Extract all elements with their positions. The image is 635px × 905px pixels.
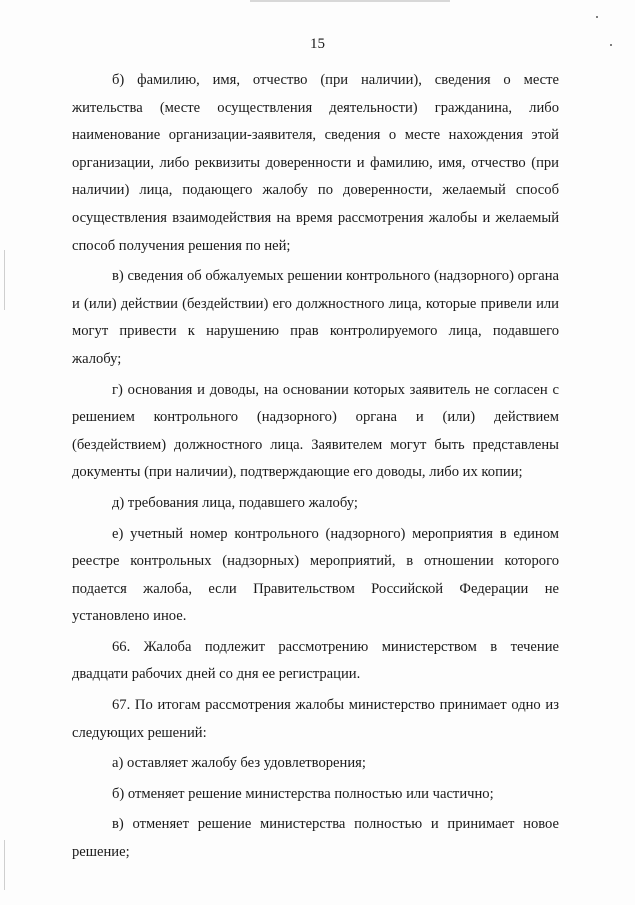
- paragraph-g-grounds: г) основания и доводы, на основании которых заявитель не согласен с решением контрольного (надзорного) органа и (или) действием (бездействием) должностного лица. Заявителем могут быть представлены документы (при наличии), подтверждающие его доводы, либо их копии;: [72, 381, 559, 481]
- paragraph-67-decisions: 67. По итогам рассмотрения жалобы министерство принимает одно из следующих решений:: [72, 697, 559, 741]
- scan-artifact-top: [250, 0, 450, 2]
- paragraph-d-requirements: д) требования лица, подавшего жалобу;: [112, 494, 358, 511]
- paragraph-v-cancel-new-decision: в) отменяет решение министерства полностью и принимает новое решение;: [72, 816, 559, 861]
- page-number: 15: [310, 36, 325, 52]
- scan-speck: [596, 16, 598, 18]
- scan-edge: [4, 840, 5, 890]
- paragraph-66-review-period: 66. Жалоба подлежит рассмотрению министерством в течение двадцати рабочих дней со дня ее регистрации.: [72, 638, 559, 683]
- document-body: [72, 67, 559, 867]
- scan-edge: [4, 250, 5, 310]
- paragraph-b-applicant-details: б) фамилию, имя, отчество (при наличии), сведения о месте жительства (месте осуществления деятельности) гражданина, либо наименование организации-заявителя, сведения о месте нахождения этой организации, либо реквизиты доверенности и фамилию, имя, отчество (при наличии) лица, подающего жалобу по доверенности, желаемый способ осуществления взаимодействия на время рассмотрения жалобы и желаемый способ получения решения по ней;: [72, 72, 559, 254]
- paragraph-b-cancel-partially: б) отменяет решение министерства полностью или частично;: [112, 785, 494, 802]
- paragraph-v-appealed-decision: в) сведения об обжалуемых решении контрольного (надзорного) органа и (или) действии (бездействии) его должностного лица, которые привели или могут привести к нарушению прав контролируемого лица, подавшего жалобу;: [72, 268, 559, 367]
- paragraph-e-registry-number: е) учетный номер контрольного (надзорного) мероприятия в едином реестре контрольных (надзорных) мероприятий, в отношении которого подается жалоба, если Правительством Российской Федерации не установлено иное.: [72, 525, 559, 625]
- paragraph-a-reject: а) оставляет жалобу без удовлетворения;: [112, 755, 366, 772]
